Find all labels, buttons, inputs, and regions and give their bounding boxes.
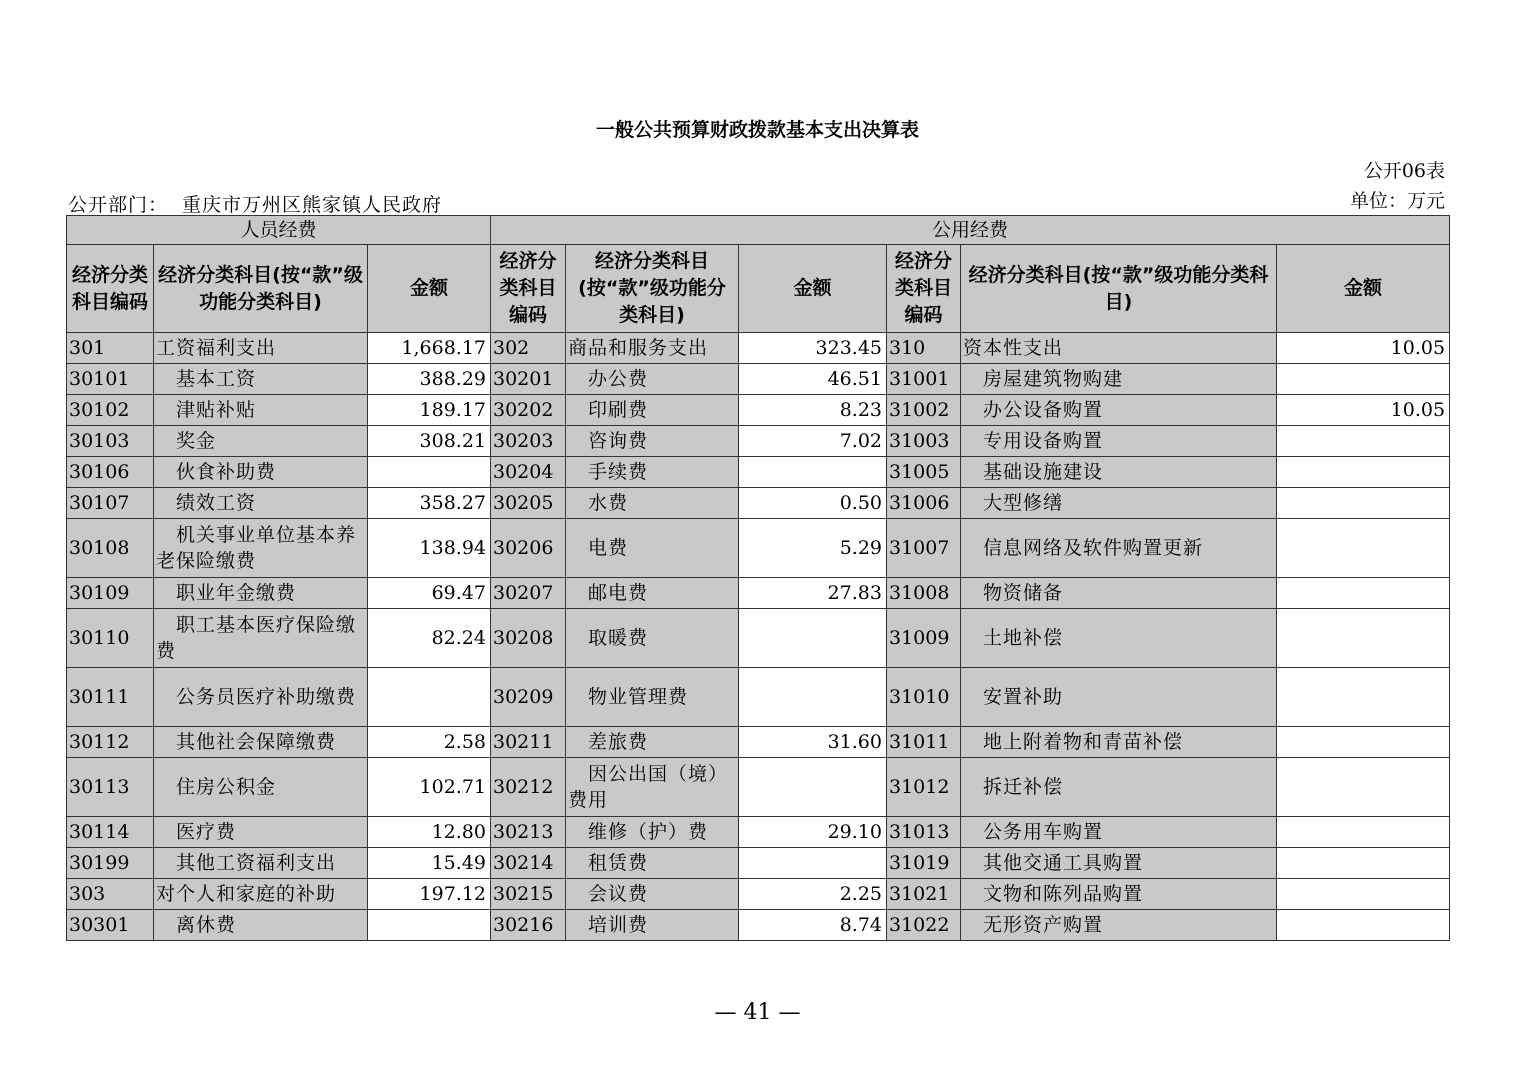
code-cell: 31022 — [887, 910, 961, 941]
name-cell: 差旅费 — [566, 727, 739, 758]
name-cell: 职工基本医疗保险缴费 — [154, 609, 368, 668]
amount-cell: 69.47 — [368, 578, 491, 609]
name-cell: 印刷费 — [566, 395, 739, 426]
amount-cell: 2.25 — [739, 879, 887, 910]
table-row — [67, 668, 1450, 727]
table-row — [67, 333, 1450, 364]
code-cell: 30110 — [67, 609, 154, 668]
header-code: 经济分类科目编码 — [67, 245, 154, 333]
department-name: 重庆市万州区熊家镇人民政府 — [182, 194, 443, 216]
section-personnel: 人员经费 — [67, 216, 491, 245]
table-row — [67, 609, 1450, 668]
amount-cell: 82.24 — [368, 609, 491, 668]
name-cell: 职业年金缴费 — [154, 578, 368, 609]
amount-cell — [739, 668, 887, 727]
table-row — [67, 457, 1450, 488]
table-row — [67, 426, 1450, 457]
name-cell: 维修（护）费 — [566, 817, 739, 848]
page-number: — 41 — — [714, 1000, 801, 1025]
name-cell: 取暖费 — [566, 609, 739, 668]
amount-cell: 388.29 — [368, 364, 491, 395]
code-cell: 30213 — [491, 817, 566, 848]
expenditure-table — [66, 215, 1450, 941]
amount-cell: 189.17 — [368, 395, 491, 426]
code-cell: 302 — [491, 333, 566, 364]
table-row — [67, 817, 1450, 848]
amount-cell: 102.71 — [368, 758, 491, 817]
code-cell: 31021 — [887, 879, 961, 910]
code-cell: 30212 — [491, 758, 566, 817]
amount-cell: 15.49 — [368, 848, 491, 879]
name-cell: 基础设施建设 — [961, 457, 1277, 488]
name-cell: 津贴补贴 — [154, 395, 368, 426]
name-cell: 手续费 — [566, 457, 739, 488]
form-number: 公开06表 — [1363, 160, 1445, 182]
amount-cell: 31.60 — [739, 727, 887, 758]
amount-cell — [1277, 817, 1450, 848]
table-row — [67, 364, 1450, 395]
name-cell: 地上附着物和青苗补偿 — [961, 727, 1277, 758]
name-cell: 医疗费 — [154, 817, 368, 848]
code-cell: 30209 — [491, 668, 566, 727]
name-cell: 电费 — [566, 519, 739, 578]
name-cell: 其他工资福利支出 — [154, 848, 368, 879]
amount-cell — [1277, 488, 1450, 519]
name-cell: 对个人和家庭的补助 — [154, 879, 368, 910]
code-cell: 30106 — [67, 457, 154, 488]
department-label: 公开部门： — [68, 194, 169, 216]
amount-cell: 8.23 — [739, 395, 887, 426]
name-cell: 专用设备购置 — [961, 426, 1277, 457]
table-row — [67, 910, 1450, 941]
code-cell: 30207 — [491, 578, 566, 609]
table-row — [67, 395, 1450, 426]
name-cell: 物资储备 — [961, 578, 1277, 609]
code-cell: 31013 — [887, 817, 961, 848]
name-cell: 资本性支出 — [961, 333, 1277, 364]
amount-cell: 8.74 — [739, 910, 887, 941]
name-cell: 无形资产购置 — [961, 910, 1277, 941]
amount-cell — [1277, 668, 1450, 727]
code-cell: 30214 — [491, 848, 566, 879]
name-cell: 公务员医疗补助缴费 — [154, 668, 368, 727]
code-cell: 30204 — [491, 457, 566, 488]
name-cell: 物业管理费 — [566, 668, 739, 727]
code-cell: 303 — [67, 879, 154, 910]
code-cell: 30202 — [491, 395, 566, 426]
code-cell: 30201 — [491, 364, 566, 395]
amount-cell — [739, 609, 887, 668]
code-cell: 31002 — [887, 395, 961, 426]
code-cell: 30112 — [67, 727, 154, 758]
code-cell: 30111 — [67, 668, 154, 727]
code-cell: 31008 — [887, 578, 961, 609]
header-code: 经济分类科目编码 — [491, 245, 566, 333]
name-cell: 绩效工资 — [154, 488, 368, 519]
amount-cell — [1277, 426, 1450, 457]
code-cell: 31005 — [887, 457, 961, 488]
name-cell: 工资福利支出 — [154, 333, 368, 364]
code-cell: 30216 — [491, 910, 566, 941]
table-row — [67, 879, 1450, 910]
amount-cell: 27.83 — [739, 578, 887, 609]
amount-cell: 5.29 — [739, 519, 887, 578]
name-cell: 信息网络及软件购置更新 — [961, 519, 1277, 578]
code-cell: 31010 — [887, 668, 961, 727]
amount-cell: 197.12 — [368, 879, 491, 910]
amount-cell — [1277, 910, 1450, 941]
name-cell: 奖金 — [154, 426, 368, 457]
name-cell: 房屋建筑物购建 — [961, 364, 1277, 395]
code-cell: 30107 — [67, 488, 154, 519]
amount-cell — [739, 457, 887, 488]
code-cell: 31019 — [887, 848, 961, 879]
name-cell: 基本工资 — [154, 364, 368, 395]
amount-cell — [1277, 879, 1450, 910]
amount-cell: 323.45 — [739, 333, 887, 364]
code-cell: 30199 — [67, 848, 154, 879]
name-cell: 文物和陈列品购置 — [961, 879, 1277, 910]
section-public: 公用经费 — [491, 216, 1450, 245]
amount-cell: 358.27 — [368, 488, 491, 519]
amount-cell — [1277, 364, 1450, 395]
name-cell: 办公设备购置 — [961, 395, 1277, 426]
name-cell: 住房公积金 — [154, 758, 368, 817]
name-cell: 商品和服务支出 — [566, 333, 739, 364]
code-cell: 31003 — [887, 426, 961, 457]
header-code: 经济分类科目编码 — [887, 245, 961, 333]
amount-cell — [739, 848, 887, 879]
name-cell: 因公出国（境）费用 — [566, 758, 739, 817]
amount-cell — [739, 758, 887, 817]
amount-cell — [1277, 727, 1450, 758]
code-cell: 31012 — [887, 758, 961, 817]
name-cell: 租赁费 — [566, 848, 739, 879]
name-cell: 伙食补助费 — [154, 457, 368, 488]
header-name: 经济分类科目(按“款”级功能分类科目) — [154, 245, 368, 333]
header-amount: 金额 — [1277, 245, 1450, 333]
name-cell: 其他交通工具购置 — [961, 848, 1277, 879]
code-cell: 301 — [67, 333, 154, 364]
amount-cell — [1277, 848, 1450, 879]
amount-cell: 10.05 — [1277, 395, 1450, 426]
name-cell: 其他社会保障缴费 — [154, 727, 368, 758]
table-row — [67, 578, 1450, 609]
code-cell: 30301 — [67, 910, 154, 941]
code-cell: 30113 — [67, 758, 154, 817]
table-row — [67, 519, 1450, 578]
code-cell: 31007 — [887, 519, 961, 578]
name-cell: 水费 — [566, 488, 739, 519]
name-cell: 土地补偿 — [961, 609, 1277, 668]
code-cell: 30114 — [67, 817, 154, 848]
header-name: 经济分类科目(按“款”级功能分类科目) — [566, 245, 739, 333]
name-cell: 咨询费 — [566, 426, 739, 457]
table-row — [67, 488, 1450, 519]
amount-cell: 7.02 — [739, 426, 887, 457]
amount-cell: 0.50 — [739, 488, 887, 519]
amount-cell: 308.21 — [368, 426, 491, 457]
code-cell: 30203 — [491, 426, 566, 457]
code-cell: 30102 — [67, 395, 154, 426]
name-cell: 办公费 — [566, 364, 739, 395]
amount-cell: 12.80 — [368, 817, 491, 848]
amount-cell: 46.51 — [739, 364, 887, 395]
amount-cell: 10.05 — [1277, 333, 1450, 364]
amount-cell: 2.58 — [368, 727, 491, 758]
amount-cell — [1277, 519, 1450, 578]
name-cell: 会议费 — [566, 879, 739, 910]
amount-cell: 1,668.17 — [368, 333, 491, 364]
table-row — [67, 848, 1450, 879]
code-cell: 31001 — [887, 364, 961, 395]
name-cell: 安置补助 — [961, 668, 1277, 727]
name-cell: 邮电费 — [566, 578, 739, 609]
name-cell: 机关事业单位基本养老保险缴费 — [154, 519, 368, 578]
code-cell: 31006 — [887, 488, 961, 519]
name-cell: 大型修缮 — [961, 488, 1277, 519]
header-amount: 金额 — [739, 245, 887, 333]
code-cell: 30108 — [67, 519, 154, 578]
header-name: 经济分类科目(按“款”级功能分类科目) — [961, 245, 1277, 333]
department-line — [68, 190, 442, 217]
code-cell: 30208 — [491, 609, 566, 668]
amount-cell — [368, 910, 491, 941]
name-cell: 离休费 — [154, 910, 368, 941]
page-title: 一般公共预算财政拨款基本支出决算表 — [595, 119, 919, 141]
code-cell: 30205 — [491, 488, 566, 519]
code-cell: 310 — [887, 333, 961, 364]
amount-cell — [1277, 457, 1450, 488]
name-cell: 拆迁补偿 — [961, 758, 1277, 817]
name-cell: 培训费 — [566, 910, 739, 941]
amount-cell — [1277, 758, 1450, 817]
code-cell: 30215 — [491, 879, 566, 910]
unit-label: 单位：万元 — [1349, 190, 1445, 212]
amount-cell: 138.94 — [368, 519, 491, 578]
table-row — [67, 727, 1450, 758]
name-cell: 公务用车购置 — [961, 817, 1277, 848]
code-cell: 30211 — [491, 727, 566, 758]
code-cell: 30101 — [67, 364, 154, 395]
code-cell: 30206 — [491, 519, 566, 578]
amount-cell — [368, 668, 491, 727]
code-cell: 31011 — [887, 727, 961, 758]
amount-cell — [1277, 609, 1450, 668]
amount-cell — [368, 457, 491, 488]
code-cell: 30103 — [67, 426, 154, 457]
code-cell: 30109 — [67, 578, 154, 609]
amount-cell: 29.10 — [739, 817, 887, 848]
code-cell: 31009 — [887, 609, 961, 668]
table-row — [67, 758, 1450, 817]
header-amount: 金额 — [368, 245, 491, 333]
amount-cell — [1277, 578, 1450, 609]
